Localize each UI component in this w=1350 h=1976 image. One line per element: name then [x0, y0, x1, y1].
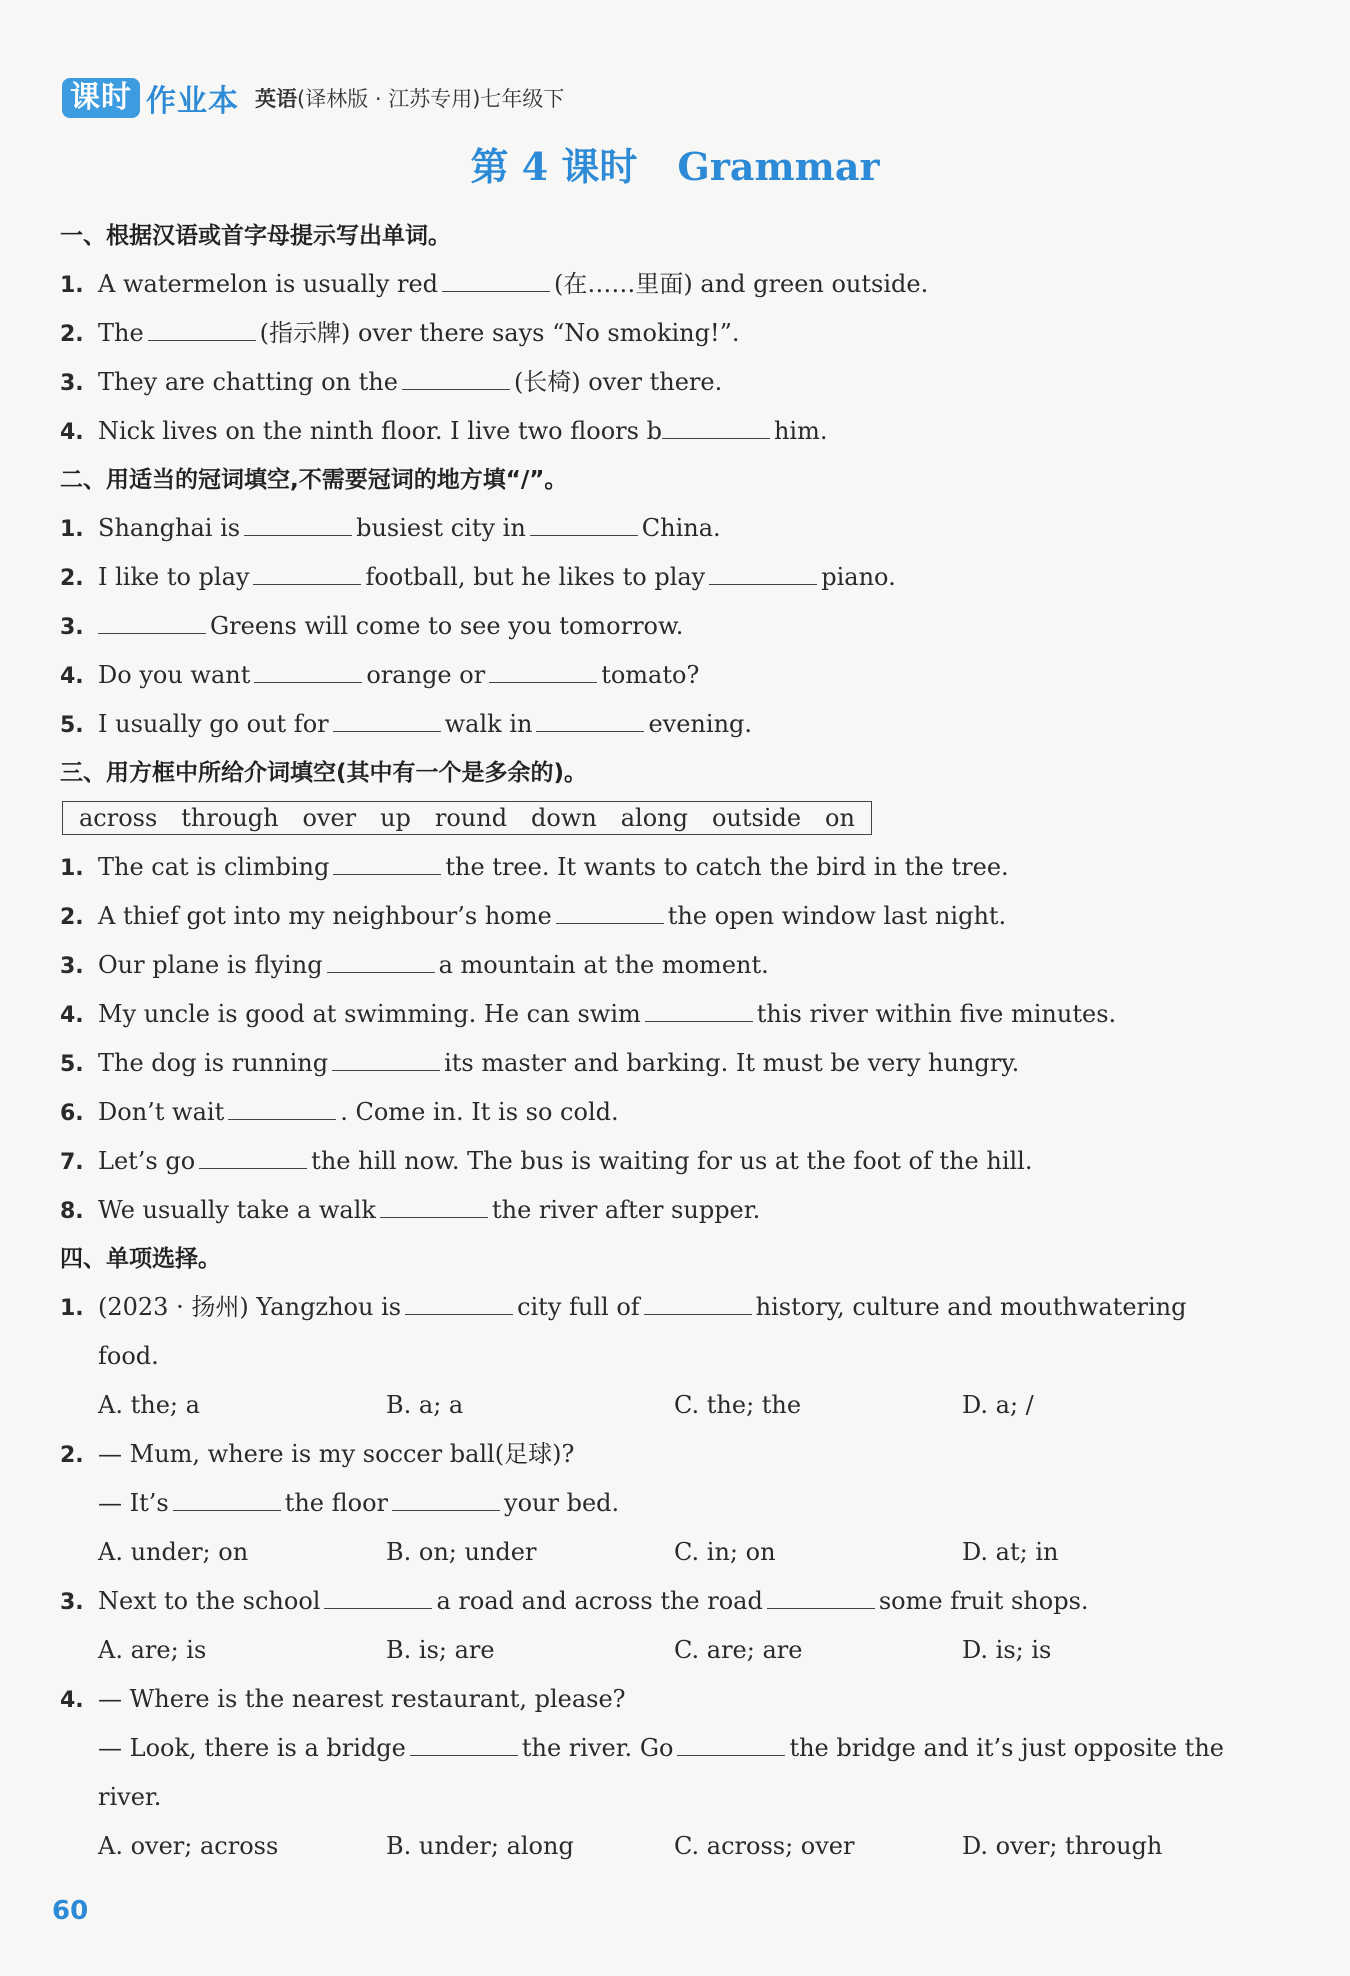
word-option: round	[434, 804, 508, 832]
page-number: 60	[52, 1896, 89, 1926]
option-a[interactable]: A. the; a	[98, 1391, 200, 1419]
question: 7. Let’s go the hill now. The bus is waiting for us at the foot of the hill.	[60, 1147, 1033, 1175]
word-option: across	[78, 804, 158, 832]
answer-blank[interactable]	[253, 566, 361, 585]
question-line: — It’s the floor your bed.	[98, 1489, 620, 1517]
question: 4. Nick lives on the ninth floor. I live two floors b him.	[60, 417, 828, 445]
question: 1. Shanghai is busiest city in China.	[60, 514, 721, 542]
option-b[interactable]: B. a; a	[386, 1391, 464, 1419]
choice-options	[60, 1528, 1260, 1577]
choice-options	[60, 1626, 1260, 1675]
answer-blank[interactable]	[380, 1199, 488, 1218]
page-header	[62, 74, 564, 122]
option-d[interactable]: D. a; /	[962, 1391, 1034, 1419]
answer-blank[interactable]	[645, 1003, 753, 1022]
section-2-title: 二、用适当的冠词填空,不需要冠词的地方填“/”。	[60, 467, 568, 493]
option-d[interactable]: D. at; in	[962, 1538, 1059, 1566]
lesson-topic: Grammar	[677, 144, 880, 189]
answer-blank[interactable]	[173, 1492, 281, 1511]
logo-box: 课时	[62, 78, 140, 118]
question: 8. We usually take a walk the river after supper.	[60, 1196, 761, 1224]
question: 1. The cat is climbing the tree. It wants to catch the bird in the tree.	[60, 853, 1009, 881]
question: 4. Do you want orange or tomato?	[60, 661, 700, 689]
answer-blank[interactable]	[410, 1737, 518, 1756]
answer-blank[interactable]	[709, 566, 817, 585]
word-option: over	[302, 804, 357, 832]
word-option: outside	[711, 804, 802, 832]
word-option: down	[531, 804, 597, 832]
option-a[interactable]: A. over; across	[98, 1832, 279, 1860]
book-subtitle	[255, 83, 564, 113]
answer-blank[interactable]	[199, 1150, 307, 1169]
answer-blank[interactable]	[327, 954, 435, 973]
section-1-title: 一、根据汉语或首字母提示写出单词。	[60, 223, 451, 249]
question: 3. They are chatting on the (长椅) over there.	[60, 368, 723, 396]
lesson-number: 第 4 课时	[470, 144, 638, 189]
answer-blank[interactable]	[644, 1296, 752, 1315]
option-c[interactable]: C. across; over	[674, 1832, 855, 1860]
answer-blank[interactable]	[332, 1052, 440, 1071]
section-4-title: 四、单项选择。	[60, 1246, 221, 1272]
word-option: through	[181, 804, 279, 832]
answer-blank[interactable]	[405, 1296, 513, 1315]
answer-blank[interactable]	[254, 664, 362, 683]
question-continuation: food.	[98, 1342, 159, 1370]
answer-blank[interactable]	[662, 420, 770, 439]
option-c[interactable]: C. in; on	[674, 1538, 776, 1566]
option-d[interactable]: D. over; through	[962, 1832, 1163, 1860]
option-a[interactable]: A. under; on	[98, 1538, 249, 1566]
option-a[interactable]: A. are; is	[98, 1636, 207, 1664]
question: 4. My uncle is good at swimming. He can swim this river within five minutes.	[60, 1000, 1117, 1028]
word-option: along	[620, 804, 689, 832]
question: 3. Greens will come to see you tomorrow.	[60, 612, 684, 640]
answer-blank[interactable]	[767, 1590, 875, 1609]
option-c[interactable]: C. the; the	[674, 1391, 802, 1419]
question: 1. (2023 · 扬州) Yangzhou is city full of history, culture and mouthwatering	[60, 1293, 1187, 1321]
answer-blank[interactable]	[244, 517, 352, 536]
question: 1. A watermelon is usually red (在……里面) and green outside.	[60, 270, 929, 298]
question: 5. The dog is running its master and barking. It must be very hungry.	[60, 1049, 1020, 1077]
question: 5. I usually go out for walk in evening.	[60, 710, 753, 738]
question: 3. Our plane is flying a mountain at the moment.	[60, 951, 769, 979]
answer-blank[interactable]	[392, 1492, 500, 1511]
question: 3. Next to the school a road and across the road some fruit shops.	[60, 1587, 1089, 1615]
subject: 英语	[255, 87, 297, 111]
choice-options	[60, 1822, 1260, 1871]
logo-text: 作业本	[146, 84, 239, 119]
answer-blank[interactable]	[530, 517, 638, 536]
question: 2. I like to play football, but he likes to play piano.	[60, 563, 896, 591]
answer-blank[interactable]	[536, 713, 644, 732]
answer-blank[interactable]	[228, 1101, 336, 1120]
option-c[interactable]: C. are; are	[674, 1636, 803, 1664]
answer-blank[interactable]	[489, 664, 597, 683]
answer-blank[interactable]	[442, 273, 550, 292]
word-option: up	[380, 804, 411, 832]
answer-blank[interactable]	[556, 905, 664, 924]
option-b[interactable]: B. is; are	[386, 1636, 495, 1664]
answer-blank[interactable]	[677, 1737, 785, 1756]
option-d[interactable]: D. is; is	[962, 1636, 1052, 1664]
word-option: on	[825, 804, 855, 832]
option-b[interactable]: B. under; along	[386, 1832, 574, 1860]
word-box	[62, 801, 872, 835]
exercise-content	[60, 212, 1260, 1871]
answer-blank[interactable]	[98, 615, 206, 634]
choice-options	[60, 1381, 1260, 1430]
answer-blank[interactable]	[402, 371, 510, 390]
section-3-title: 三、用方框中所给介词填空(其中有一个是多余的)。	[60, 760, 588, 786]
answer-blank[interactable]	[333, 713, 441, 732]
question: 2. — Mum, where is my soccer ball(足球)?	[60, 1440, 575, 1468]
answer-blank[interactable]	[148, 322, 256, 341]
answer-blank[interactable]	[333, 856, 441, 875]
question-line: — Look, there is a bridge the river. Go the bridge and it’s just opposite the	[98, 1734, 1224, 1762]
question-continuation: river.	[98, 1783, 162, 1811]
question: 6. Don’t wait . Come in. It is so cold.	[60, 1098, 619, 1126]
question: 4. — Where is the nearest restaurant, please?	[60, 1685, 626, 1713]
edition: (译林版 · 江苏专用)七年级下	[297, 87, 565, 111]
answer-blank[interactable]	[324, 1590, 432, 1609]
question: 2. The (指示牌) over there says “No smoking!”.	[60, 319, 740, 347]
option-b[interactable]: B. on; under	[386, 1538, 537, 1566]
question: 2. A thief got into my neighbour’s home the open window last night.	[60, 902, 1007, 930]
lesson-title	[0, 136, 1350, 191]
